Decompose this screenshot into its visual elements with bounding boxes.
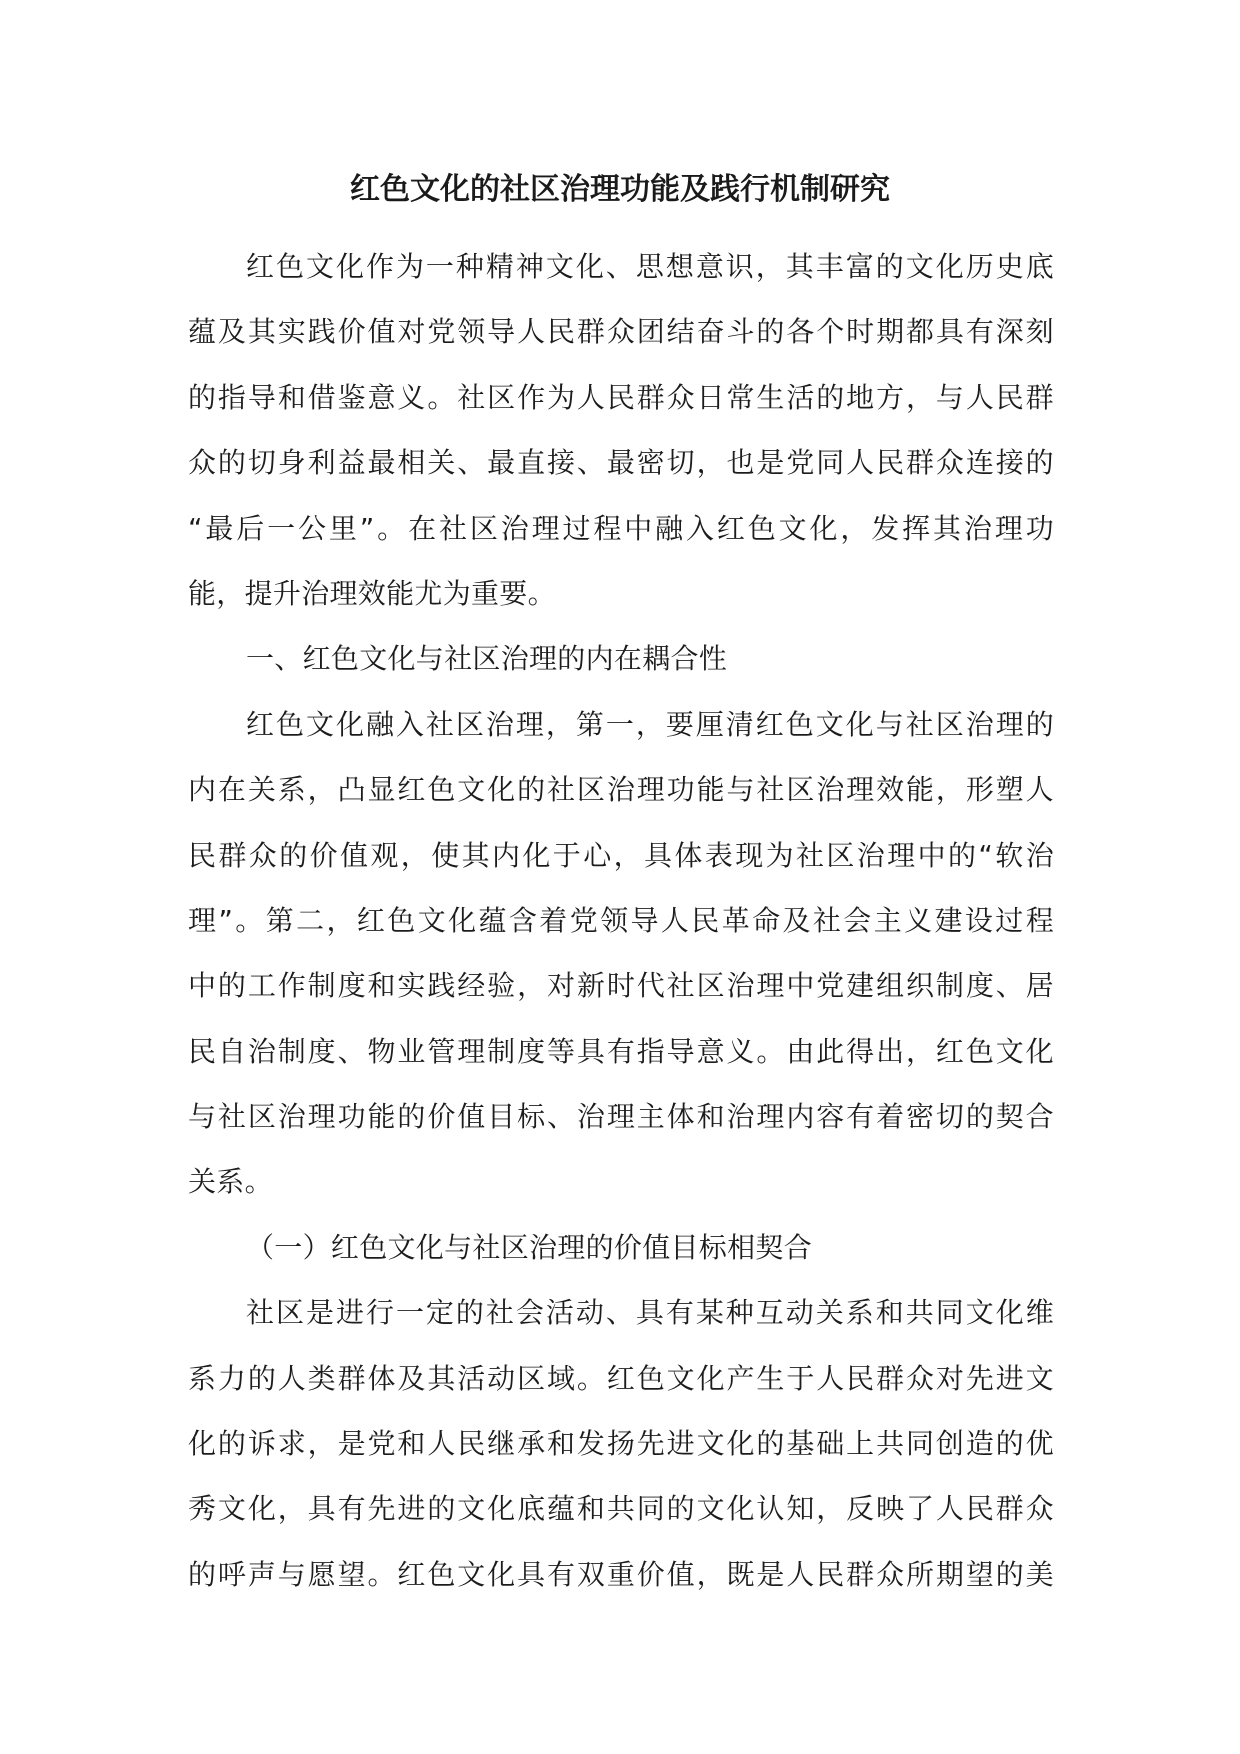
text-line: 理”。第二，红色文化蕴含着党领导人民革命及社会主义建设过程 <box>188 903 1054 937</box>
text-line: 化的诉求，是党和人民继承和发扬先进文化的基础上共同创造的优 <box>188 1427 1054 1461</box>
text-line: 众的切身利益最相关、最直接、最密切，也是党同人民群众连接的 <box>188 446 1054 480</box>
text-line: 红色文化作为一种精神文化、思想意识，其丰富的文化历史底 <box>246 250 1054 283</box>
text-line: 民群众的价值观，使其内化于心，具体表现为社区治理中的“软治 <box>188 838 1054 872</box>
text-line: 的呼声与愿望。红色文化具有双重价值，既是人民群众所期望的美 <box>188 1557 1054 1591</box>
text-line: 民自治制度、物业管理制度等具有指导意义。由此得出，红色文化 <box>188 1034 1054 1068</box>
text-line: 内在关系，凸显红色文化的社区治理功能与社区治理效能，形塑人 <box>188 773 1054 807</box>
document-title: 红色文化的社区治理功能及践行机制研究 <box>350 172 890 207</box>
text-line: 关系。 <box>188 1165 273 1199</box>
text-line: 与社区治理功能的价值目标、治理主体和治理内容有着密切的契合 <box>188 1100 1054 1134</box>
text-line: 系力的人类群体及其活动区域。红色文化产生于人民群众对先进文 <box>188 1361 1054 1395</box>
text-line: 中的工作制度和实践经验，对新时代社区治理中党建组织制度、居 <box>188 969 1054 1003</box>
document-body <box>188 234 1054 1607</box>
text-line: 社区是进行一定的社会活动、具有某种互动关系和共同文化维 <box>246 1296 1054 1330</box>
text-line: 秀文化，具有先进的文化底蕴和共同的文化认知，反映了人民群众 <box>188 1492 1054 1526</box>
text-line: 蕴及其实践价值对党领导人民群众团结奋斗的各个时期都具有深刻 <box>188 315 1054 349</box>
text-line: 红色文化融入社区治理，第一，要厘清红色文化与社区治理的 <box>246 707 1054 741</box>
text-line: 一、红色文化与社区治理的内在耦合性 <box>246 642 728 676</box>
text-line: 的指导和借鉴意义。社区作为人民群众日常生活的地方，与人民群 <box>188 380 1054 414</box>
text-line: “最后一公里”。在社区治理过程中融入红色文化，发挥其治理功 <box>188 511 1054 545</box>
text-line: （一）红色文化与社区治理的价值目标相契合 <box>246 1230 813 1264</box>
text-line: 能，提升治理效能尤为重要。 <box>188 576 556 610</box>
